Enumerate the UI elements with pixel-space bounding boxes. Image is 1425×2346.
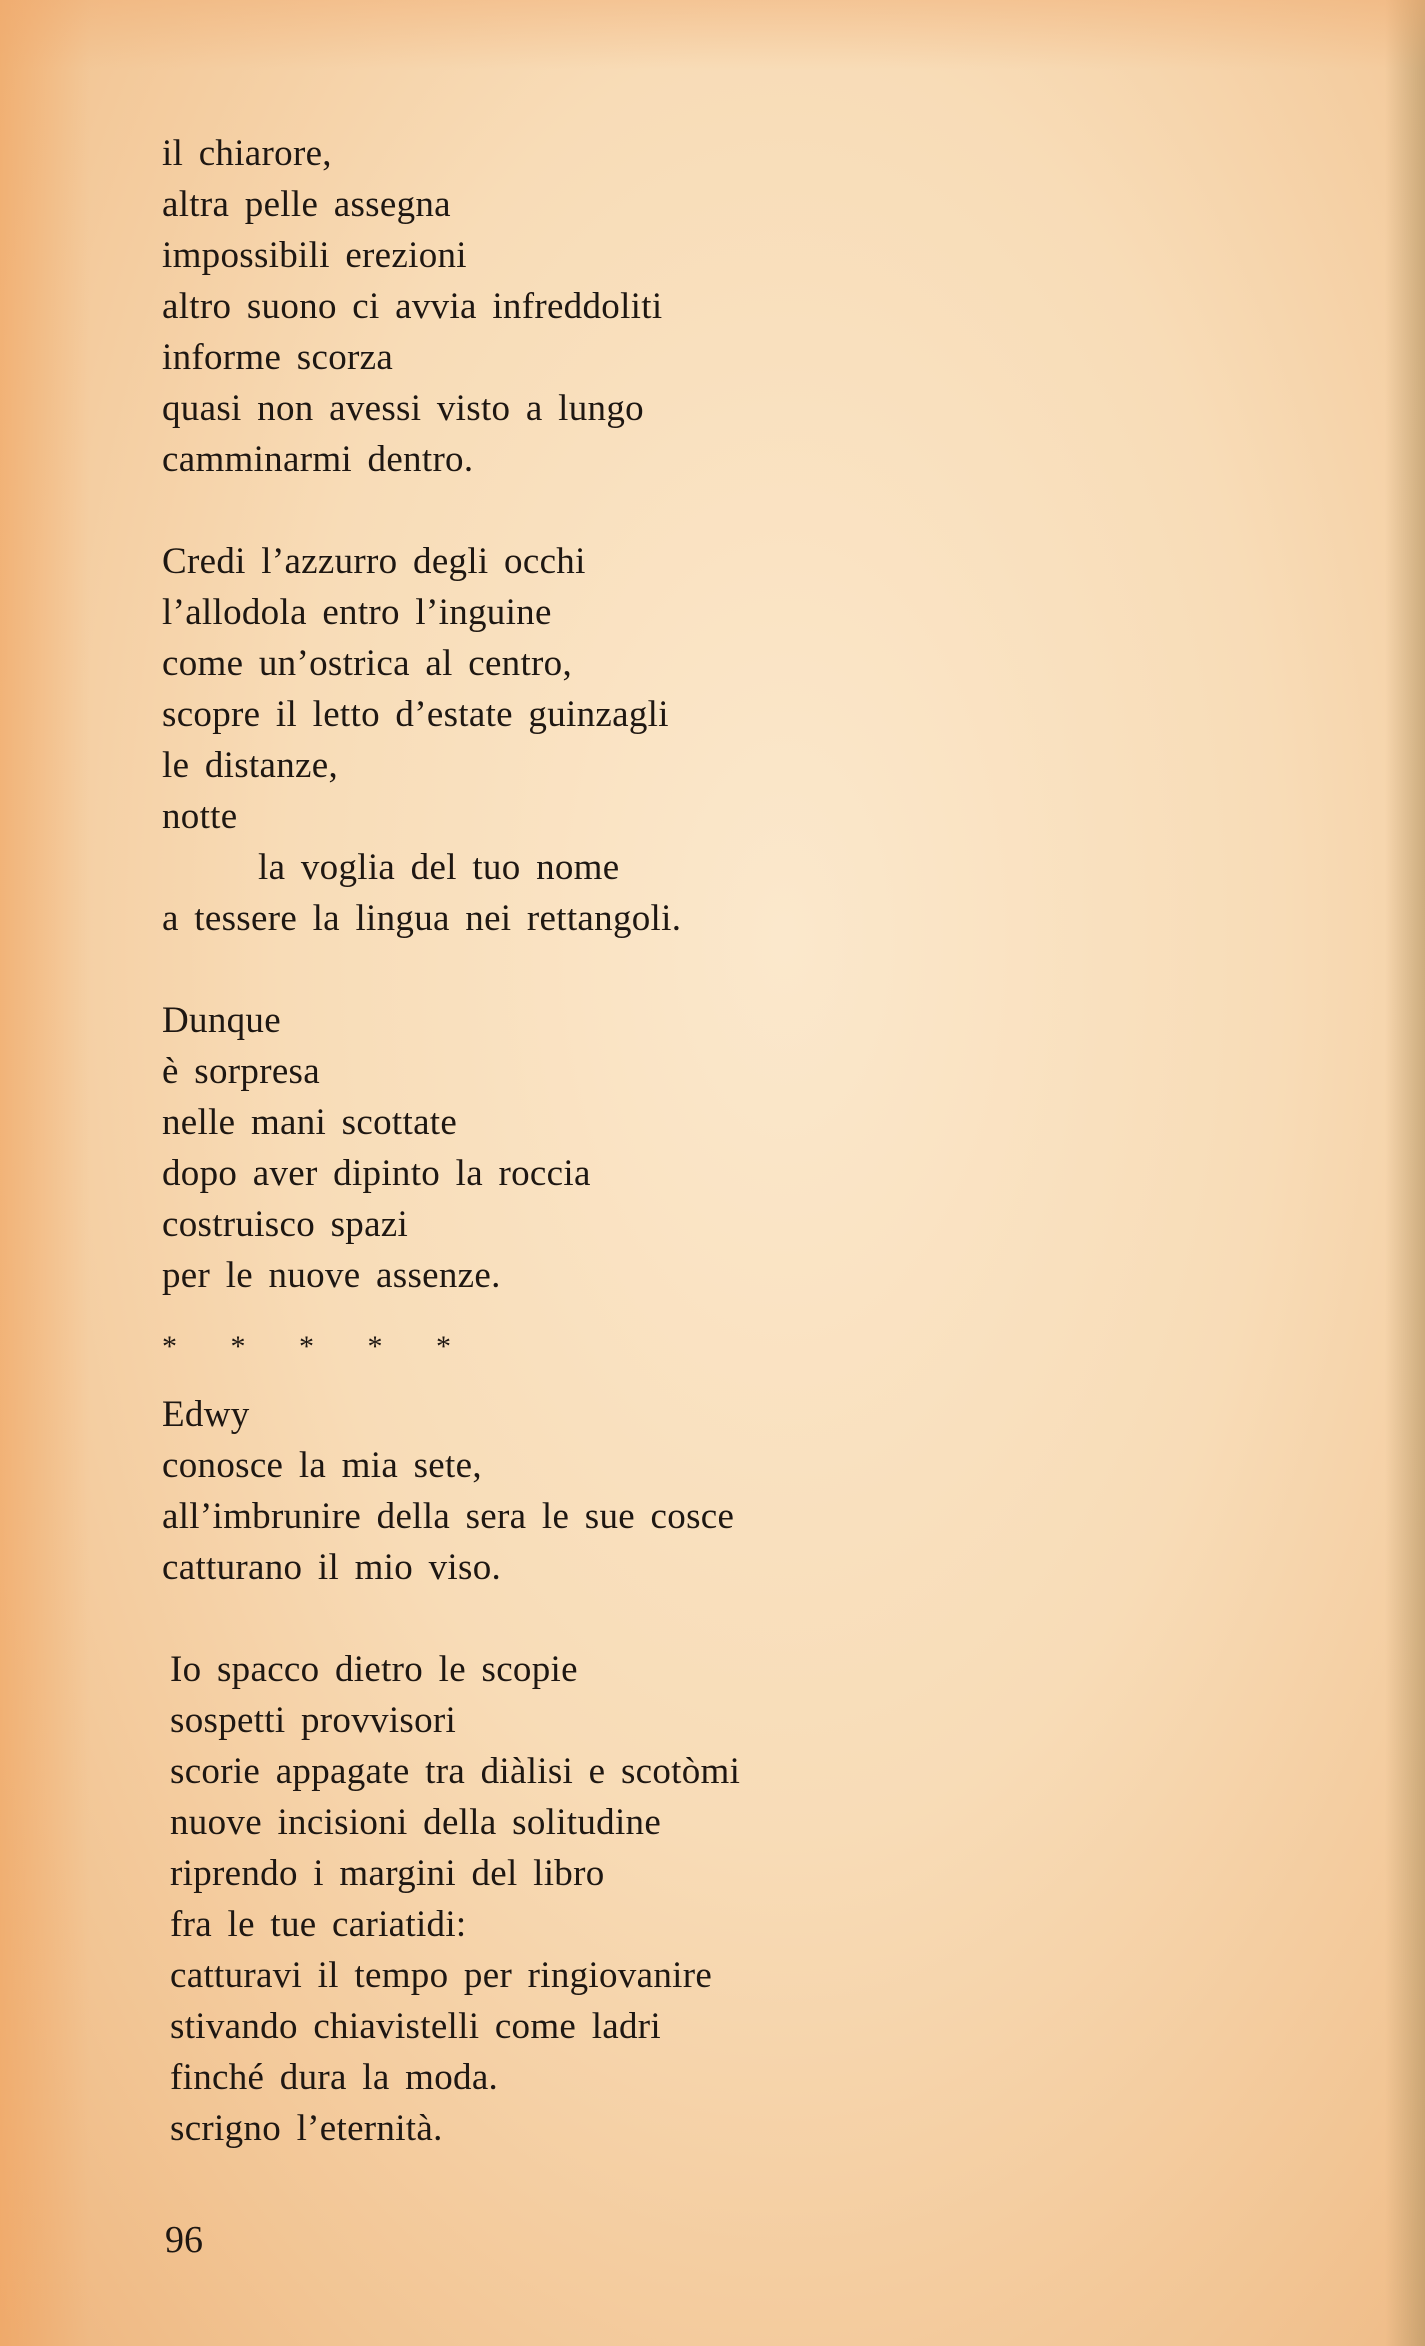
poem-line: altra pelle assegna (162, 184, 451, 225)
poem-line: nelle mani scottate (162, 1102, 458, 1143)
poem-line: informe scorza (162, 337, 394, 378)
poem-line: il chiarore, (162, 133, 332, 174)
stanza-2 (162, 536, 1312, 944)
poem-line: scorie appagate tra diàlisi e scotòmi (170, 1751, 741, 1792)
section-separator: * * * * * (162, 1330, 471, 1363)
poem-line: all’imbrunire della sera le sue cosce (162, 1496, 735, 1537)
poem-line: è sorpresa (162, 1051, 320, 1092)
poem-line: fra le tue cariatidi: (170, 1904, 467, 1945)
poem-line: come un’ostrica al centro, (162, 643, 573, 684)
poem-line: l’allodola entro l’inguine (162, 592, 552, 633)
poem-line: stivando chiavistelli come ladri (170, 2006, 662, 2047)
page-shadow-top (0, 0, 1425, 70)
poem-line: scrigno l’eternità. (170, 2108, 443, 2149)
poem-line: Edwy (162, 1394, 250, 1435)
poem-line: Credi l’azzurro degli occhi (162, 541, 586, 582)
poem-line: quasi non avessi visto a lungo (162, 388, 644, 429)
poem-line: sospetti provvisori (170, 1700, 457, 1741)
poem-line-indented: la voglia del tuo nome (258, 847, 620, 888)
poem-line: conosce la mia sete, (162, 1445, 482, 1486)
poem-line: altro suono ci avvia infreddoliti (162, 286, 663, 327)
poem-line: scopre il letto d’estate guinzagli (162, 694, 669, 735)
poem-line: impossibili erezioni (162, 235, 467, 276)
page-shadow-right (1385, 0, 1425, 2346)
stanza-5 (162, 1644, 1312, 2154)
poem-line: camminarmi dentro. (162, 439, 474, 480)
stanza-1 (162, 128, 1312, 485)
page-number: 96 (165, 2219, 203, 2261)
poem-line: Io spacco dietro le scopie (170, 1649, 578, 1690)
poem-line: finché dura la moda. (170, 2057, 499, 2098)
poem-line: catturavi il tempo per ringiovanire (170, 1955, 713, 1996)
poem-body (162, 128, 1312, 2154)
poem-line: le distanze, (162, 745, 339, 786)
stanza-3 (162, 995, 1312, 1301)
page-shadow-left (0, 0, 90, 2346)
poem-line: a tessere la lingua nei rettangoli. (162, 898, 682, 939)
poem-line: dopo aver dipinto la roccia (162, 1153, 591, 1194)
poem-line: notte (162, 796, 238, 837)
stanza-4 (162, 1389, 1312, 1593)
poem-line: per le nuove assenze. (162, 1255, 501, 1296)
poem-line: costruisco spazi (162, 1204, 409, 1245)
poem-line: Dunque (162, 1000, 281, 1041)
poem-line: nuove incisioni della solitudine (170, 1802, 662, 1843)
poem-line: catturano il mio viso. (162, 1547, 502, 1588)
poem-line: riprendo i margini del libro (170, 1853, 605, 1894)
